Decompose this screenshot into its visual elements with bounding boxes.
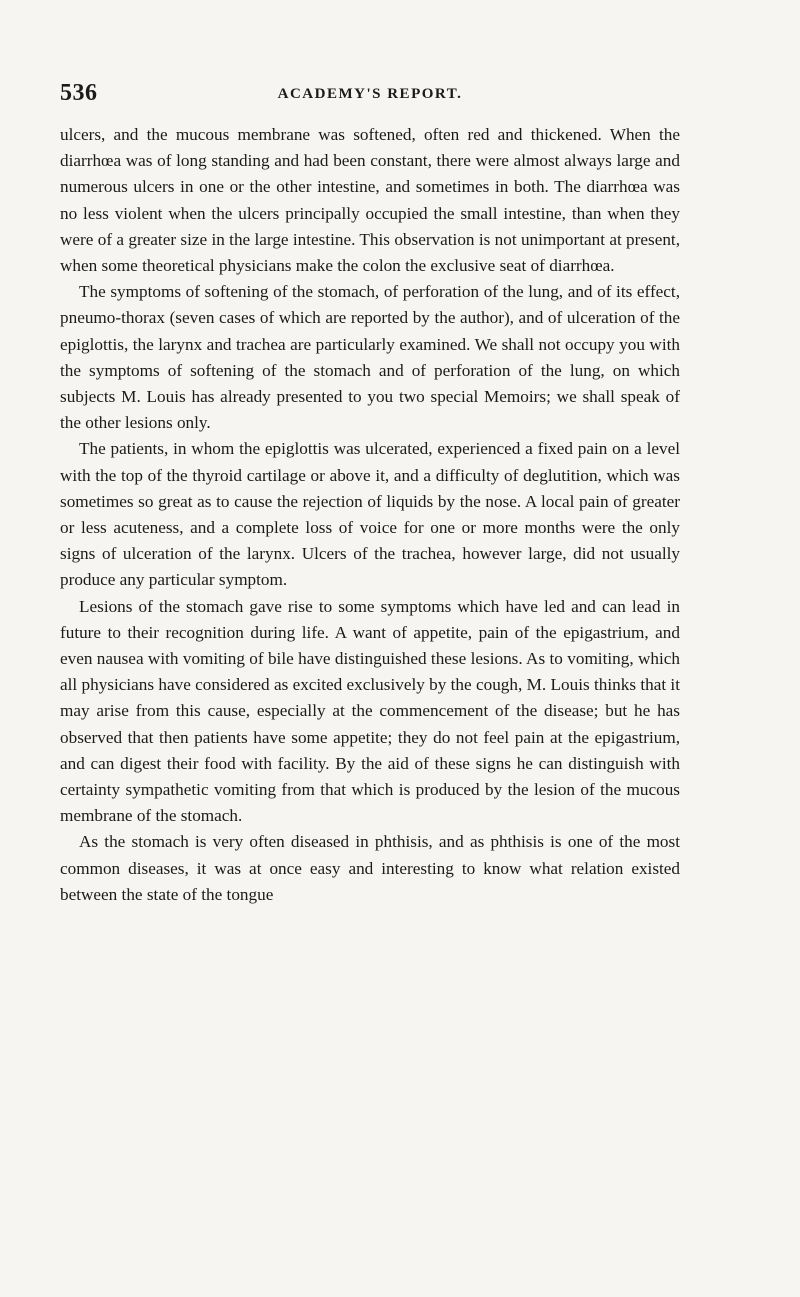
body-text — [60, 122, 680, 908]
paragraph-epiglottis: The patients, in whom the epiglottis was ulcerated, experienced a fixed pain on a level with the top of the thyroid cartilage or above it, and a difficulty of deglutition, which was sometimes so great as to cause the rejection of liquids by the nose. A local pain of greater or less acuteness, and a complete loss of voice for one or more months were the only signs of ulceration of the larynx. Ulcers of the trachea, however large, did not usually produce any particular symptom. — [60, 439, 680, 590]
paragraph-diarrhoea: ulcers, and the mucous membrane was softened, often red and thickened. When the diarrhœa was of long standing and had been constant, there were almost always large and numerous ulcers in one or the other intestine, and sometimes in both. The diarrhœa was no less violent when the ulcers principally occupied the small intestine, than when they were of a greater size in the large intestine. This observation is not unimportant at present, when some theoretical physicians make the colon the exclusive seat of diarrhœa. — [60, 125, 680, 276]
paragraph-phthisis: As the stomach is very often diseased in phthisis, and as phthisis is one of the most common diseases, it was at once easy and interesting to know what relation existed between the state of the tongue — [60, 832, 680, 904]
paragraph-stomach-lesions: Lesions of the stomach gave rise to some symptoms which have led and can lead in future to their recognition during life. A want of appetite, pain of the epigastrium, and even nausea with vomiting of bile have distinguished these lesions. As to vomiting, which all physicians have considered as excited exclusively by the cough, M. Louis thinks that it may arise from this cause, especially at the commencement of the disease; but he has observed that then patients have some appetite; they do not feel pain at the epigastrium, and can digest their food with facility. By the aid of these signs he can distinguish with certainty sympathetic vomiting from that which is produced by the lesion of the mucous membrane of the stomach. — [60, 596, 680, 826]
page-number: 536 — [60, 80, 98, 106]
page-header — [60, 80, 680, 112]
paragraph-symptoms: The symptoms of softening of the stomach, of perforation of the lung, and of its effect, pneumo-thorax (seven cases of which are reported by the author), and of ulceration of the epiglottis, the larynx and trachea are particularly examined. We shall not occupy you with the symptoms of softening of the stomach and of perforation of the lung, on which subjects M. Louis has already presented to you two special Memoirs; we shall speak of the other lesions only. — [60, 282, 680, 433]
running-head: ACADEMY'S REPORT. — [277, 86, 463, 102]
